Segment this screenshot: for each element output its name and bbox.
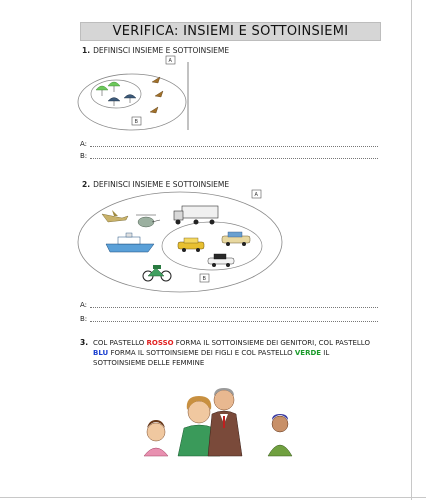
question-3-text-part: FORMA IL SOTTOINSIEME DEI FIGLI E COL PASTELLO (108, 349, 295, 357)
keyword-green: VERDE (294, 349, 322, 357)
question-1-text: DEFINISCI INSIEME E SOTTOINSIEME (93, 46, 230, 55)
girl-figure-icon (144, 420, 168, 456)
question-2-set-label: A (254, 192, 258, 199)
question-3-text-part: COL PASTELLO (93, 339, 147, 347)
answer-label: B: (80, 315, 88, 323)
keyword-blue: BLU (93, 349, 109, 357)
answer-label: A: (80, 140, 88, 148)
father-figure-icon (208, 388, 242, 456)
question-1-subset-label: B (134, 119, 138, 126)
question-3-text-part: FORMA IL SOTTOINSIEME DEI GENITORI, COL PASTELLO (173, 339, 370, 347)
question-2-text: DEFINISCI INSIEME E SOTTOINSIEME (93, 180, 230, 189)
answer-label: B: (80, 152, 88, 160)
boy-figure-icon (268, 414, 292, 456)
answer-label: A: (80, 301, 88, 309)
question-2-subset-label: B (202, 276, 206, 283)
question-1-number: 1. (82, 46, 91, 55)
keyword-red: ROSSO (146, 339, 174, 347)
question-2-number: 2. (82, 180, 91, 189)
worksheet-title: VERIFICA: INSIEMI E SOTTOINSIEMI (80, 22, 381, 41)
question-3-text-part: IL SOTTOINSIEME DELLE FEMMINE (93, 349, 330, 367)
question-3-number: 3. (80, 338, 89, 347)
question-1-set-label: A (168, 58, 172, 65)
